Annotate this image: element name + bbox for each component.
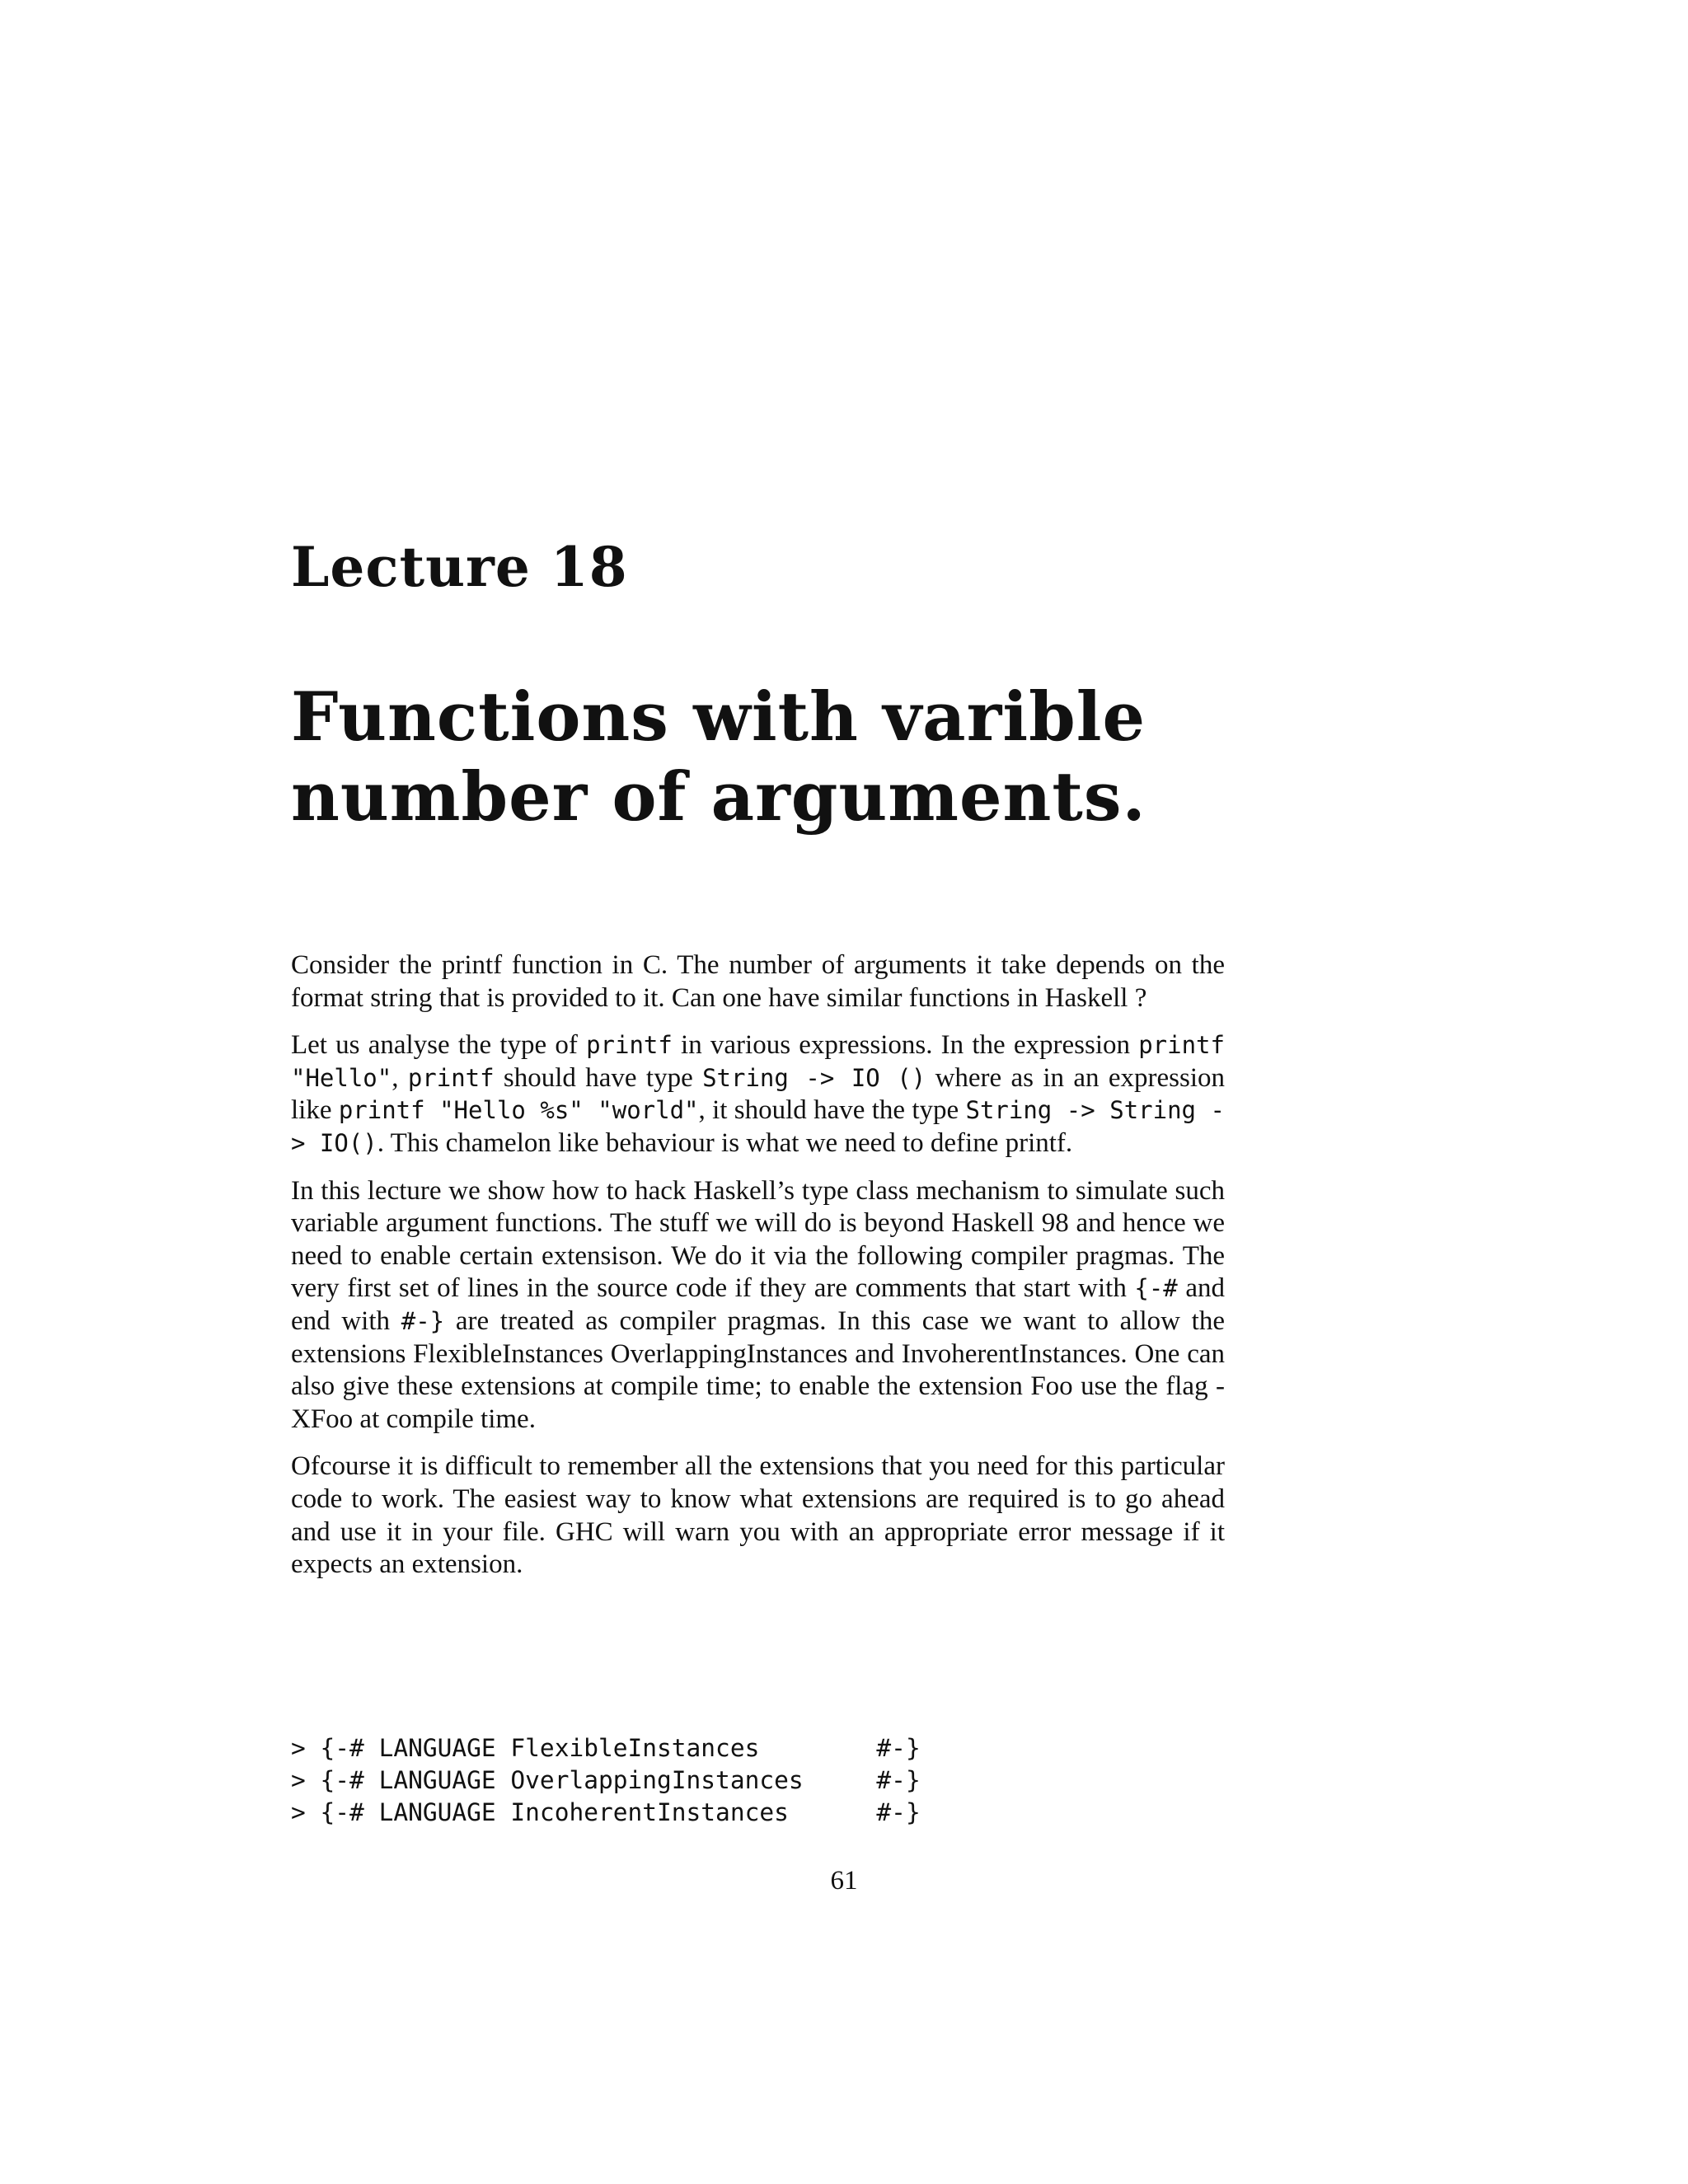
text-run: , it should have the type — [698, 1095, 966, 1126]
chapter-title-line-2: number of arguments. — [291, 758, 1146, 837]
paragraph-extensions — [291, 1175, 1225, 1436]
chapter-title-line-1: Functions with varible — [291, 678, 1146, 757]
text-run: and end with — [291, 1273, 1225, 1336]
code-line: > {-# LANGUAGE FlexibleInstances #-} — [291, 1734, 921, 1762]
text-run: In this lecture we show how to hack Haskell’s type class mechanism to simulate such variable argument functions. The stuff we will do is beyond Haskell 98 and hence we need to enable certain extensison. We do it via the following compiler pragmas. The very first set of lines in the source code if they are comments that start with — [291, 1175, 1225, 1304]
code-line: > {-# LANGUAGE IncoherentInstances #-} — [291, 1798, 921, 1826]
text-run: , — [392, 1062, 408, 1093]
code-block — [291, 1732, 921, 1829]
page-number: 61 — [830, 1866, 858, 1896]
paragraph-ghc-warning: Ofcourse it is difficult to remember all the extensions that you need for this particular code to work. The easiest way to know what extensions are required is to go ahead and use it in your file. GHC will warn you with an appropriate error message if it expects an extension. — [291, 1451, 1225, 1580]
inline-code: #-} — [401, 1306, 445, 1335]
paragraph-printf-type — [291, 1029, 1225, 1160]
text-run: where as in an expression like — [291, 1062, 1225, 1126]
text-run: are treated as compiler pragmas. In this case we want to allow the extensions FlexibleInstances OverlappingInstances and InvoherentInstances. One can also give these extensions at compile time; to enable the extension Foo use the flag -XFoo at compile time. — [291, 1305, 1226, 1434]
chapter-title — [291, 677, 1225, 837]
inline-code: printf — [586, 1031, 673, 1060]
body-text — [291, 949, 1225, 1596]
code-line: > {-# LANGUAGE OverlappingInstances #-} — [291, 1766, 921, 1794]
inline-code: printf — [407, 1063, 495, 1092]
inline-code: String -> String -> IO() — [291, 1096, 1225, 1157]
inline-code: printf "Hello %s" "world" — [338, 1096, 699, 1125]
inline-code: {-# — [1134, 1274, 1178, 1303]
paragraph-intro: Consider the printf function in C. The number of arguments it take depends on the format string that is provided to it. Can one have similar functions in Haskell ? — [291, 950, 1225, 1013]
text-run: Let us analyse the type of — [291, 1030, 587, 1061]
text-run: in various expressions. In the expression — [672, 1030, 1139, 1061]
lecture-label: Lecture 18 — [291, 535, 628, 599]
inline-code: String -> IO () — [702, 1063, 926, 1092]
text-run: should have type — [494, 1062, 703, 1093]
text-run: . This chamelon like behaviour is what we need to define printf. — [377, 1127, 1073, 1158]
inline-code: printf "Hello" — [291, 1031, 1225, 1092]
